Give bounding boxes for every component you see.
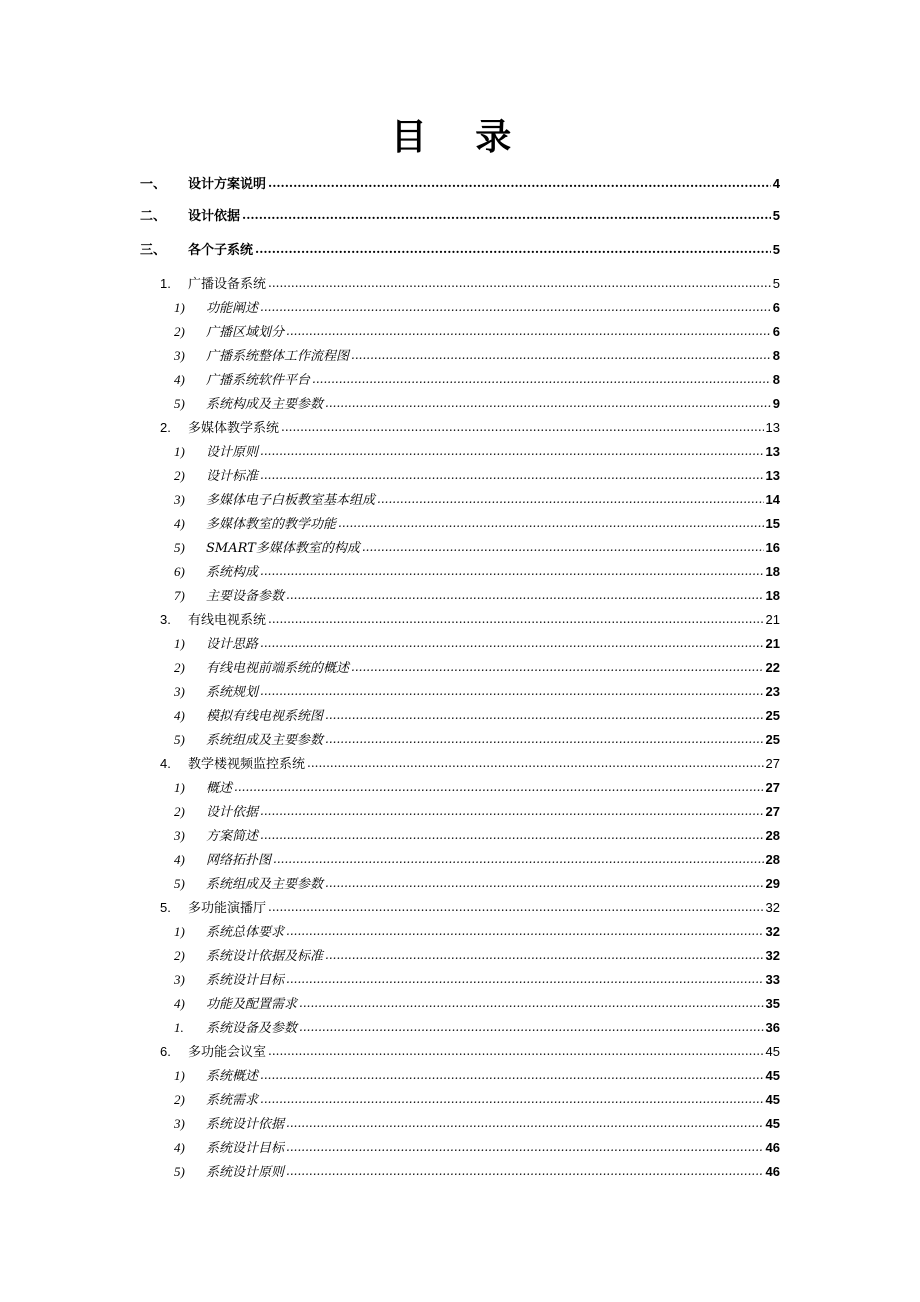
toc-entry-number: 1) (174, 636, 185, 651)
toc-entry-page: 25 (765, 708, 780, 723)
toc-entry-page: 27 (765, 804, 780, 819)
toc-entry-number: 3) (174, 828, 185, 843)
toc-entry-title: 系统构成 (206, 565, 259, 580)
toc-entry-page: 6 (772, 324, 780, 339)
toc-entry-title: 系统组成及主要参数 (206, 733, 324, 748)
toc-entry-page: 16 (765, 540, 780, 555)
toc-entry-number: 三、 (140, 243, 167, 258)
dot-leader (286, 1160, 764, 1176)
toc-entry[interactable] (174, 392, 780, 414)
toc-entry-number: 2) (174, 1092, 185, 1107)
dot-leader (260, 824, 764, 840)
toc-entry[interactable] (174, 1160, 780, 1182)
dot-leader (260, 1088, 764, 1104)
toc-entry-page: 32 (765, 924, 780, 939)
toc-entry-number: 4. (160, 756, 171, 771)
toc-entry-title: 设计依据 (206, 805, 259, 820)
dot-leader (325, 944, 764, 960)
toc-entry-number: 1) (174, 924, 185, 939)
toc-entry-number: 4) (174, 516, 185, 531)
toc-entry-title: 有线电视系统 (188, 613, 267, 628)
toc-entry-page: 45 (765, 1092, 780, 1107)
toc-entry-number: 3) (174, 972, 185, 987)
toc-entry-page: 6 (772, 300, 780, 315)
toc-entry-title: 多功能演播厅 (188, 901, 267, 916)
toc-entry[interactable] (174, 632, 780, 654)
toc-entry-title: 系统设计依据及标准 (206, 949, 324, 964)
toc-entry-page: 14 (765, 492, 780, 507)
dot-leader (286, 968, 764, 984)
toc-entry[interactable] (174, 512, 780, 534)
toc-entry-title: 设计原则 (206, 445, 259, 460)
toc-entry[interactable] (174, 536, 780, 558)
toc-entry-number: 2) (174, 468, 185, 483)
toc-entry[interactable] (174, 1064, 780, 1086)
toc-entry-number: 2) (174, 804, 185, 819)
toc-entry-title: 设计依据 (188, 209, 241, 224)
toc-entry-number: 1. (160, 276, 171, 291)
toc-entry-number: 1. (174, 1020, 184, 1035)
toc-entry[interactable] (174, 464, 780, 486)
dot-leader (260, 440, 764, 456)
toc-entry-number: 3. (160, 612, 171, 627)
toc-entry-page: 18 (765, 588, 780, 603)
toc-entry-number: 2) (174, 660, 185, 675)
toc-entry[interactable] (160, 896, 780, 918)
dot-leader (299, 1016, 764, 1032)
toc-entry-number: 5) (174, 1164, 185, 1179)
toc-entry[interactable] (174, 872, 780, 894)
toc-entry-title: 设计标准 (206, 469, 259, 484)
toc-entry-number: 1) (174, 1068, 185, 1083)
toc-entry-number: 1) (174, 444, 185, 459)
toc-entry-page: 35 (765, 996, 780, 1011)
toc-title: 目 录 (390, 116, 530, 158)
toc-entry-number: 5) (174, 540, 185, 555)
toc-entry-number: 4) (174, 852, 185, 867)
toc-entry[interactable] (174, 848, 780, 870)
toc-entry[interactable] (174, 296, 780, 318)
toc-entry-title: 系统概述 (206, 1069, 259, 1084)
toc-entry-number: 4) (174, 708, 185, 723)
toc-entry-page: 45 (765, 1116, 780, 1131)
dot-leader (286, 1136, 764, 1152)
dot-leader (325, 872, 764, 888)
toc-entry[interactable] (174, 1088, 780, 1110)
toc-entry-page: 13 (765, 444, 780, 459)
toc-entry-number: 5) (174, 876, 185, 891)
toc-entry[interactable] (174, 800, 780, 822)
toc-entry-number: 2. (160, 420, 171, 435)
dot-leader (307, 752, 764, 768)
toc-entry-page: 9 (772, 396, 780, 411)
toc-entry[interactable] (174, 704, 780, 726)
dot-leader (234, 776, 764, 792)
toc-entry-title: 系统需求 (206, 1093, 259, 1108)
toc-entry[interactable] (174, 584, 780, 606)
toc-entry-page: 45 (765, 1068, 780, 1083)
toc-entry-title: 方案简述 (206, 829, 259, 844)
toc-entry-title: SMART多媒体教室的构成 (206, 541, 360, 556)
toc-entry-page: 5 (772, 208, 780, 223)
toc-entry-number: 6) (174, 564, 185, 579)
toc-entry-page: 46 (765, 1164, 780, 1179)
toc-entry-title: 教学楼视频监控系统 (188, 757, 306, 772)
toc-entry-title: 概述 (206, 781, 233, 796)
toc-entry-page: 4 (772, 176, 780, 191)
toc-entry-title: 设计思路 (206, 637, 259, 652)
toc-entry-page: 36 (765, 1020, 780, 1035)
toc-entry-page: 21 (765, 612, 780, 627)
dot-leader (268, 172, 771, 188)
dot-leader (286, 920, 764, 936)
toc-entry-title: 多媒体教学系统 (188, 421, 280, 436)
dot-leader (325, 704, 764, 720)
toc-entry-page: 27 (765, 756, 780, 771)
toc-entry-page: 28 (765, 852, 780, 867)
toc-entry-page: 33 (765, 972, 780, 987)
dot-leader (260, 680, 764, 696)
toc-entry-number: 4) (174, 372, 185, 387)
toc-entry-page: 27 (765, 780, 780, 795)
toc-entry-title: 主要设备参数 (206, 589, 285, 604)
dot-leader (260, 464, 764, 480)
toc-entry-title: 系统设计原则 (206, 1165, 285, 1180)
toc-entry-page: 46 (765, 1140, 780, 1155)
toc-entry-page: 5 (772, 276, 780, 291)
toc-entry-title: 广播设备系统 (188, 277, 267, 292)
toc-entry[interactable] (160, 608, 780, 630)
dot-leader (260, 296, 771, 312)
toc-entry[interactable] (174, 680, 780, 702)
toc-entry[interactable] (174, 560, 780, 582)
toc-entry[interactable] (174, 656, 780, 678)
toc-entry-title: 多功能会议室 (188, 1045, 267, 1060)
toc-entry-title: 网络拓扑图 (206, 853, 272, 868)
toc-entry-title: 系统组成及主要参数 (206, 877, 324, 892)
toc-entry-number: 1) (174, 300, 185, 315)
toc-entry[interactable] (174, 728, 780, 750)
toc-entry[interactable] (174, 368, 780, 390)
dot-leader (260, 800, 764, 816)
toc-entry[interactable] (174, 320, 780, 342)
toc-entry-number: 2) (174, 324, 185, 339)
toc-entry-title: 系统规划 (206, 685, 259, 700)
dot-leader (268, 896, 764, 912)
toc-entry-number: 4) (174, 1140, 185, 1155)
toc-entry-title: 系统设计目标 (206, 973, 285, 988)
toc-entry[interactable] (174, 944, 780, 966)
toc-entry-number: 1) (174, 780, 185, 795)
toc-entry-number: 3) (174, 348, 185, 363)
toc-entry-title: 功能阐述 (206, 301, 259, 316)
toc-entry[interactable] (160, 1040, 780, 1062)
dot-leader (362, 536, 764, 552)
toc-entry-number: 二、 (140, 209, 167, 224)
toc-entry[interactable] (174, 968, 780, 990)
toc-entry-page: 18 (765, 564, 780, 579)
toc-entry-number: 5) (174, 732, 185, 747)
toc-entry-page: 15 (765, 516, 780, 531)
toc-entry[interactable] (174, 1112, 780, 1134)
dot-leader (286, 584, 764, 600)
dot-leader (281, 416, 764, 432)
toc-entry-page: 13 (765, 468, 780, 483)
dot-leader (299, 992, 764, 1008)
toc-entry[interactable] (174, 344, 780, 366)
toc-entry-title: 各个子系统 (188, 243, 254, 258)
toc-entry-page: 45 (765, 1044, 780, 1059)
toc-entry-number: 7) (174, 588, 185, 603)
toc-entry-page: 25 (765, 732, 780, 747)
dot-leader (268, 608, 764, 624)
toc-entry[interactable] (174, 1016, 780, 1038)
toc-entry-title: 广播系统整体工作流程图 (206, 349, 350, 364)
toc-entry[interactable] (174, 440, 780, 462)
toc-entry-number: 一、 (140, 177, 167, 192)
toc-entry-page: 32 (765, 900, 780, 915)
dot-leader (286, 1112, 764, 1128)
toc-entry-title: 系统设备及参数 (206, 1021, 298, 1036)
toc-entry-number: 6. (160, 1044, 171, 1059)
toc-entry-number: 3) (174, 492, 185, 507)
toc-entry-page: 22 (765, 660, 780, 675)
toc-entry-title: 广播区域划分 (206, 325, 285, 340)
toc-entry-title: 系统构成及主要参数 (206, 397, 324, 412)
toc-entry-page: 13 (765, 420, 780, 435)
toc-entry[interactable] (140, 238, 780, 260)
dot-leader (338, 512, 764, 528)
dot-leader (260, 1064, 764, 1080)
dot-leader (273, 848, 764, 864)
toc-entry[interactable] (174, 920, 780, 942)
toc-entry-page: 32 (765, 948, 780, 963)
toc-entry-page: 21 (765, 636, 780, 651)
toc-entry-number: 4) (174, 996, 185, 1011)
toc-entry[interactable] (160, 752, 780, 774)
toc-entry-title: 广播系统软件平台 (206, 373, 311, 388)
dot-leader (325, 728, 764, 744)
dot-leader (255, 238, 771, 254)
toc-entry-page: 8 (772, 348, 780, 363)
toc-entry-page: 5 (772, 242, 780, 257)
dot-leader (268, 1040, 764, 1056)
dot-leader (268, 272, 771, 288)
toc-entry-title: 有线电视前端系统的概述 (206, 661, 350, 676)
toc-entry-page: 29 (765, 876, 780, 891)
toc-entry-title: 多媒体电子白板教室基本组成 (206, 493, 376, 508)
toc-entry[interactable] (160, 272, 780, 294)
toc-entry-title: 模拟有线电视系统图 (206, 709, 324, 724)
toc-entry-number: 3) (174, 1116, 185, 1131)
dot-leader (260, 560, 764, 576)
toc-entry-page: 8 (772, 372, 780, 387)
toc-entry[interactable] (160, 416, 780, 438)
dot-leader (312, 368, 771, 384)
toc-entry-title: 功能及配置需求 (206, 997, 298, 1012)
toc-entry[interactable] (174, 1136, 780, 1158)
toc-entry[interactable] (140, 204, 780, 226)
toc-entry-title: 设计方案说明 (188, 177, 267, 192)
dot-leader (242, 204, 771, 220)
toc-entry-title: 多媒体教室的教学功能 (206, 517, 337, 532)
dot-leader (377, 488, 764, 504)
toc-entry[interactable] (174, 488, 780, 510)
toc-entry[interactable] (174, 992, 780, 1014)
toc-entry[interactable] (140, 172, 780, 194)
dot-leader (260, 632, 764, 648)
toc-entry-title: 系统设计依据 (206, 1117, 285, 1132)
toc-entry[interactable] (174, 824, 780, 846)
dot-leader (351, 656, 764, 672)
dot-leader (325, 392, 771, 408)
toc-entry-number: 3) (174, 684, 185, 699)
toc-entry-title: 系统总体要求 (206, 925, 285, 940)
dot-leader (286, 320, 771, 336)
toc-entry-page: 28 (765, 828, 780, 843)
toc-entry-number: 5. (160, 900, 171, 915)
toc-entry-number: 5) (174, 396, 185, 411)
dot-leader (351, 344, 771, 360)
toc-entry[interactable] (174, 776, 780, 798)
toc-entry-title: 系统设计目标 (206, 1141, 285, 1156)
toc-entry-number: 2) (174, 948, 185, 963)
toc-entry-page: 23 (765, 684, 780, 699)
